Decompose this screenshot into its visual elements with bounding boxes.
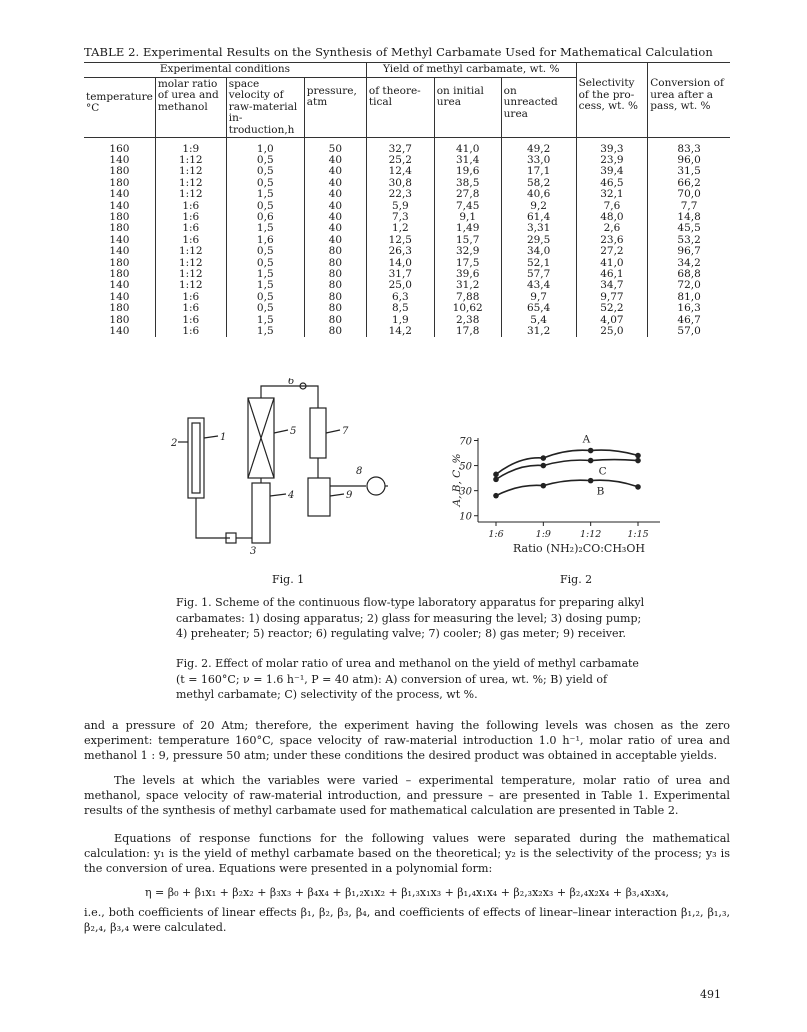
fig1-label: Fig. 1	[272, 573, 305, 586]
series-line-A	[496, 450, 638, 474]
y-axis-label: A, B, C, %	[451, 453, 463, 507]
gas-meter	[367, 477, 385, 495]
table-cell: 4,07	[576, 315, 648, 326]
data-point-B	[541, 483, 547, 489]
x-tick-label: 1:12	[579, 529, 602, 540]
table-cell: 40	[304, 166, 366, 177]
table-cell: 1,5	[226, 315, 304, 326]
y-tick-label: 70	[459, 436, 472, 448]
table-cell: 30,8	[366, 178, 434, 189]
data-point-A	[541, 455, 547, 461]
fig1-number: 8	[356, 466, 363, 477]
table-cell: 1:12	[155, 246, 226, 257]
fig1-number: 2	[171, 438, 178, 449]
table-cell: 0,6	[226, 212, 304, 223]
table-cell: 1,5	[226, 326, 304, 337]
col-header: on initial urea	[434, 77, 501, 138]
table-cell: 48,0	[576, 212, 648, 223]
table-cell: 140	[109, 325, 130, 337]
series-line-B	[496, 480, 638, 495]
col-header: temperature °C	[86, 90, 153, 114]
table-cell: 40	[304, 223, 366, 234]
paragraph: Equations of response functions for the following values were separated during the mathematical calculation: y₁ is the yield of methyl carbamate based on the theoretical; y₂ is the selectivity of the process; y₃ is the conversion of urea. Equations were presented in a polynomial form:	[84, 832, 730, 875]
table-cell: 9,7	[501, 292, 576, 303]
table-cell: 1:6	[155, 292, 226, 303]
table-cell: 0,5	[226, 166, 304, 177]
table-cell: 14,2	[366, 326, 434, 337]
group-header-yield: Yield of methyl carbamate, wt. %	[366, 63, 576, 78]
table-cell: 32,1	[576, 189, 648, 200]
table-cell: 7,3	[366, 212, 434, 223]
table-cell: 14,8	[648, 212, 730, 223]
table-cell: 180	[109, 210, 130, 223]
table-cell: 83,3	[648, 144, 730, 155]
table-cell: 6,3	[366, 292, 434, 303]
table-cell: 180	[109, 313, 130, 326]
table-cell: 96,7	[648, 246, 730, 257]
table-cell: 1:6	[155, 212, 226, 223]
table-cell: 14,0	[366, 258, 434, 269]
table-cell: 5,4	[501, 315, 576, 326]
table-cell: 31,2	[501, 326, 576, 337]
fig1-number: 7	[342, 426, 349, 437]
table-cell: 80	[304, 258, 366, 269]
table-cell: 1:12	[155, 155, 226, 166]
paragraph: The levels at which the variables were varied – experimental temperature, molar ratio of urea and methanol, space velocity of raw-material introduction, and pressure – are presented in Table 1. Experimental results of the synthesis of methyl carbamate used for mathematical calculation are presented in Table 2.	[84, 774, 730, 817]
table-cell: 160	[109, 142, 130, 155]
table-cell: 70,0	[648, 189, 730, 200]
fig2-chart	[440, 430, 680, 570]
table-cell: 81,0	[648, 292, 730, 303]
table-cell: 68,8	[648, 269, 730, 280]
table-cell: 80	[304, 292, 366, 303]
table-cell: 1:6	[155, 315, 226, 326]
table-cell: 34,7	[576, 280, 648, 291]
table-cell: 31,2	[434, 280, 501, 291]
data-point-C	[493, 477, 499, 483]
table-cell: 33,0	[501, 155, 576, 166]
col-header: Selectivity of the pro-cess, wt. %	[576, 77, 648, 138]
results-table	[84, 62, 730, 337]
table-cell: 16,3	[648, 303, 730, 314]
table-cell: 2,6	[576, 223, 648, 234]
table-cell: 25,2	[366, 155, 434, 166]
table-cell: 0,5	[226, 178, 304, 189]
table-cell: 57,0	[648, 326, 730, 337]
y-tick-label: 10	[459, 511, 472, 523]
data-point-A	[493, 472, 499, 478]
receiver	[308, 478, 330, 516]
table-cell: 80	[304, 315, 366, 326]
table-cell: 1:12	[155, 258, 226, 269]
table-cell: 7,6	[576, 201, 648, 212]
table-cell: 80	[304, 303, 366, 314]
table-cell: 140	[109, 290, 130, 303]
series-label: A	[582, 433, 591, 446]
table-cell: 31,7	[366, 269, 434, 280]
col-header: molar ratio of urea and methanol	[155, 77, 226, 138]
table-cell: 1,9	[366, 315, 434, 326]
fig1-number: 4	[288, 490, 295, 501]
table-cell: 80	[304, 269, 366, 280]
table-cell: 66,2	[648, 178, 730, 189]
table-cell: 15,7	[434, 235, 501, 246]
data-point-C	[588, 458, 594, 464]
table-cell: 0,5	[226, 303, 304, 314]
table-cell: 10,62	[434, 303, 501, 314]
table-cell: 46,7	[648, 315, 730, 326]
preheater	[252, 483, 270, 543]
data-point-B	[588, 478, 594, 484]
table-cell: 46,5	[576, 178, 648, 189]
table-cell: 46,1	[576, 269, 648, 280]
table-cell: 40	[304, 189, 366, 200]
table-row	[84, 246, 730, 257]
table-cell: 1,5	[226, 280, 304, 291]
equation: η = β₀ + β₁x₁ + β₂x₂ + β₃x₃ + β₄x₄ + β₁,₂x₁x₂ + β₁,₃x₁x₃ + β₁,₄x₁x₄ + β₂,₃x₂x₃ + β₂,₄x₂x₄ + β₃,₄x₃x₄,	[144, 886, 670, 899]
table-cell: 1,5	[226, 223, 304, 234]
table-cell: 1:12	[155, 280, 226, 291]
table-cell: 45,5	[648, 223, 730, 234]
table-cell: 1:12	[155, 166, 226, 177]
level-glass	[192, 423, 200, 493]
table-cell: 96,0	[648, 155, 730, 166]
table-cell: 12,4	[366, 166, 434, 177]
table-cell: 39,3	[576, 144, 648, 155]
table-cell: 1:6	[155, 223, 226, 234]
table-cell: 41,0	[434, 144, 501, 155]
x-tick-label: 1:9	[535, 529, 551, 540]
table-cell: 50	[304, 144, 366, 155]
table-row	[84, 303, 730, 314]
table-cell: 1,0	[226, 144, 304, 155]
table-cell: 40	[304, 212, 366, 223]
y-tick-label: 50	[459, 461, 472, 473]
y-tick-label: 30	[459, 486, 472, 498]
table-body	[84, 138, 730, 338]
table-cell: 31,4	[434, 155, 501, 166]
table-cell: 1:6	[155, 326, 226, 337]
table-cell: 40	[304, 235, 366, 246]
data-point-C	[541, 463, 547, 469]
fig1-number: 9	[346, 490, 353, 501]
table-cell: 180	[109, 302, 130, 315]
table-cell: 140	[109, 245, 130, 258]
fig2-caption: Fig. 2. Effect of molar ratio of urea and methanol on the yield of methyl carbamate (t = 160°C; ν = 1.6 h⁻¹, P = 40 atm): A) conversion of urea, wt. %; B) yield of methyl carbamate; C) selectivity of the process, wt %.	[176, 657, 639, 701]
table-cell: 1:9	[155, 144, 226, 155]
table-cell: 17,1	[501, 166, 576, 177]
table-cell: 1:6	[155, 303, 226, 314]
fig1-apparatus-diagram	[168, 378, 388, 558]
table-cell: 180	[109, 256, 130, 269]
table-cell: 1:12	[155, 189, 226, 200]
col-header: of theore-tical	[366, 77, 434, 138]
table-row	[84, 166, 730, 177]
table-cell: 5,9	[366, 201, 434, 212]
table-cell: 1,2	[366, 223, 434, 234]
fig1-number: 3	[250, 546, 257, 557]
table-cell: 40	[304, 155, 366, 166]
table-cell: 9,1	[434, 212, 501, 223]
table-cell: 140	[109, 233, 130, 246]
col-header: on unreacted urea	[501, 77, 576, 138]
table-cell: 39,4	[576, 166, 648, 177]
table-cell: 3,31	[501, 223, 576, 234]
x-tick-label: 1:6	[488, 529, 504, 540]
table-cell: 140	[109, 153, 130, 166]
series-label: B	[596, 485, 605, 498]
table-cell: 9,77	[576, 292, 648, 303]
table-cell: 180	[109, 222, 130, 235]
fig1-caption: Fig. 1. Scheme of the continuous flow-type laboratory apparatus for preparing alkyl carbamates: 1) dosing apparatus; 2) glass for measuring the level; 3) dosing pump; 4) preheater; 5) reactor; 6) regulating valve; 7) cooler; 8) gas meter; 9) receiver.	[176, 596, 645, 640]
table-cell: 1,5	[226, 189, 304, 200]
table-cell: 1:6	[155, 201, 226, 212]
x-tick-label: 1:15	[627, 529, 649, 540]
table-cell: 1:6	[155, 235, 226, 246]
table-cell: 19,6	[434, 166, 501, 177]
table-cell: 29,5	[501, 235, 576, 246]
table-cell: 1:12	[155, 178, 226, 189]
table-cell: 32,9	[434, 246, 501, 257]
table-cell: 39,6	[434, 269, 501, 280]
x-axis-label: Ratio (NH₂)₂CO:CH₃OH	[513, 542, 645, 555]
table-cell: 34,0	[501, 246, 576, 257]
table-cell: 140	[109, 199, 130, 212]
data-point-A	[635, 453, 641, 459]
table-cell: 26,3	[366, 246, 434, 257]
dosing-apparatus	[188, 418, 204, 498]
table-cell: 12,5	[366, 235, 434, 246]
table-cell: 1,6	[226, 235, 304, 246]
table-row	[84, 326, 730, 337]
table-cell: 0,5	[226, 201, 304, 212]
table-cell: 40,6	[501, 189, 576, 200]
table-cell: 40	[304, 201, 366, 212]
table-cell: 7,7	[648, 201, 730, 212]
table-cell: 17,5	[434, 258, 501, 269]
table-row	[84, 189, 730, 200]
cooler	[310, 408, 326, 458]
table-cell: 0,5	[226, 258, 304, 269]
table-cell: 1,49	[434, 223, 501, 234]
table-cell: 72,0	[648, 280, 730, 291]
table-cell: 52,2	[576, 303, 648, 314]
table-cell: 17,8	[434, 326, 501, 337]
data-point-A	[588, 448, 594, 454]
table-cell: 0,5	[226, 246, 304, 257]
group-header-conditions: Experimental conditions	[84, 63, 366, 78]
table-cell: 23,6	[576, 235, 648, 246]
table-cell: 32,7	[366, 144, 434, 155]
table-cell: 180	[109, 176, 130, 189]
table-cell: 1,5	[226, 269, 304, 280]
table-cell: 57,7	[501, 269, 576, 280]
table-cell: 140	[109, 279, 130, 292]
table-cell: 2,38	[434, 315, 501, 326]
data-point-B	[635, 484, 641, 490]
col-header: Conversion of urea after a pass, wt. %	[648, 77, 730, 138]
table-cell: 9,2	[501, 201, 576, 212]
table-cell: 25,0	[576, 326, 648, 337]
empty-header	[648, 63, 730, 78]
table-cell: 38,5	[434, 178, 501, 189]
fig1-number: 1	[220, 432, 227, 443]
table-cell: 80	[304, 280, 366, 291]
table-cell: 27,8	[434, 189, 501, 200]
table-cell: 43,4	[501, 280, 576, 291]
table-cell: 65,4	[501, 303, 576, 314]
table-cell: 7,45	[434, 201, 501, 212]
col-header: pressure, atm	[304, 77, 366, 138]
table-cell: 0,5	[226, 155, 304, 166]
data-point-C	[635, 458, 641, 464]
empty-header	[576, 63, 648, 78]
page-number: 491	[700, 988, 721, 1001]
table-cell: 52,1	[501, 258, 576, 269]
table-cell: 25,0	[366, 280, 434, 291]
table-cell: 27,2	[576, 246, 648, 257]
table-cell: 80	[304, 246, 366, 257]
table-cell: 41,0	[576, 258, 648, 269]
table-cell: 80	[304, 326, 366, 337]
fig2-label: Fig. 2	[560, 573, 593, 586]
table-cell: 8,5	[366, 303, 434, 314]
data-point-B	[493, 493, 499, 499]
table-cell: 58,2	[501, 178, 576, 189]
col-header: space velocity of raw-material in-troduction,h	[226, 77, 304, 138]
table-cell: 61,4	[501, 212, 576, 223]
table-cell: 23,9	[576, 155, 648, 166]
paragraph: and a pressure of 20 Atm; therefore, the experiment having the following levels was chosen as the zero experiment: temperature 160°C, space velocity of raw-material introduction 1.0 h⁻¹, molar ratio of urea and methanol 1 : 9, pressure 50 atm; under these conditions the desired product was obtained in acceptable yields.	[84, 719, 730, 762]
table-cell: 180	[109, 165, 130, 178]
series-label: C	[598, 465, 607, 478]
fig1-number: 5	[290, 426, 297, 437]
table-cell: 1:12	[155, 269, 226, 280]
table-cell: 40	[304, 178, 366, 189]
table-cell: 0,5	[226, 292, 304, 303]
table-cell: 49,2	[501, 144, 576, 155]
table-cell: 7,88	[434, 292, 501, 303]
fig1-number: 6	[288, 378, 295, 387]
table-cell: 34,2	[648, 258, 730, 269]
table-cell: 53,2	[648, 235, 730, 246]
table-cell: 31,5	[648, 166, 730, 177]
paragraph: i.e., both coefficients of linear effects β₁, β₂, β₃, β₄, and coefficients of effects of linear–linear interaction β₁,₂, β₁,₃, β₂,₄, β₃,₄ were calculated.	[84, 906, 730, 934]
table-cell: 22,3	[366, 189, 434, 200]
table-caption: TABLE 2. Experimental Results on the Synthesis of Methyl Carbamate Used for Mathematical Calculation	[84, 45, 713, 59]
table-cell: 180	[109, 267, 130, 280]
table-cell: 140	[109, 188, 130, 201]
